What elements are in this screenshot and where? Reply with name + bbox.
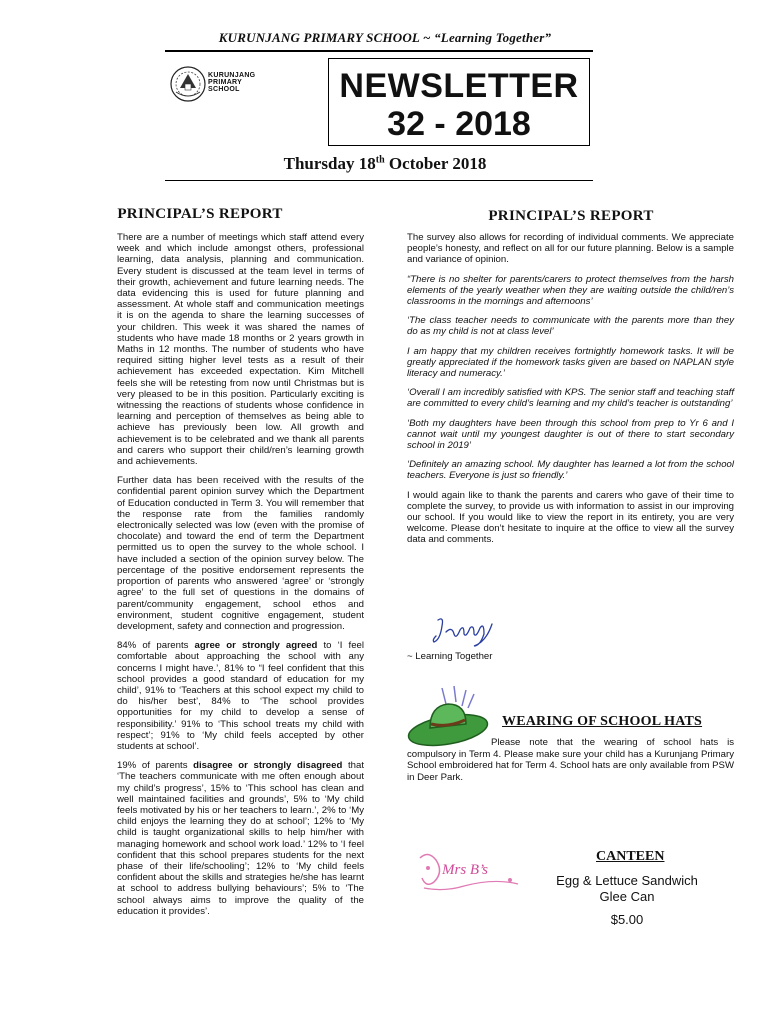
newsletter-issue: 32 - 2018 [387, 105, 531, 143]
school-crest-icon [168, 62, 208, 106]
survey-quote: ‘Overall I am incredibly satisfied with KPS. The senior staff and teaching staff are committed to every child’s learning and my child’s teacher is outstanding’ [407, 387, 734, 410]
survey-quote: ‘Both my daughters have been through this school from prep to Yr 6 and I cannot wait until my youngest daughter is out of there to start secondary school in 2019’ [407, 417, 734, 452]
survey-quote: I am happy that my children receives fortnightly homework tasks. It will be greatly appreciated if the homework tasks given are based on NAPLAN style literacy and numeracy.’ [407, 345, 734, 380]
school-logo [168, 62, 288, 112]
canteen-logo [414, 848, 524, 894]
canteen-menu-item: Egg & Lettuce Sandwich [556, 873, 698, 888]
school-header-line: KURUNJANG PRIMARY SCHOOL ~ “Learning Together” [218, 30, 552, 45]
canteen-logo-icon [414, 848, 524, 894]
signature-icon [430, 612, 500, 652]
canteen-section-title: CANTEEN [596, 849, 665, 864]
header-divider [165, 50, 593, 52]
canteen-price: $5.00 [610, 912, 644, 927]
logo-wordmark: KURUNJANG PRIMARY SCHOOL [208, 72, 256, 93]
principal-signature [430, 612, 500, 652]
hats-section-title: WEARING OF SCHOOL HATS [502, 714, 703, 729]
date-divider [165, 180, 593, 181]
signoff-text: ~ Learning Together [407, 651, 493, 662]
principal-report-left-column [117, 232, 364, 925]
paragraph: 19% of parents disagree or strongly disagreed that ‘The teachers communicate with me often enough about my child’s progress’, 15% to ‘This school has clean and well maintained facilities and grounds’, 5% to ‘My child feels motivated by his or her teachers to learn.’, 2% to ‘My child enjoys the learning they do at school’; 12% to ‘My child is taught organizational skills to help him/her with managing homework and school work load.’ 12% to ‘I feel confident that this school prepares students for the next phase of their life/schooling’; 12% to ‘My child feels confident about the skills and strategies he/she has learnt at school to address bullying behaviours’; 5% to ‘The school always aims to improve the quality of the education it provides’. [117, 760, 364, 917]
hats-section-body: Please note that the wearing of school hats is compulsory in Term 4. Please make sure your child has a Kurunjang Primary School embroidered hat for Term 4. School hats are only available from PSW in Deer Park. [407, 737, 734, 783]
paragraph: Further data has been received with the results of the confidential parent opinion survey which the Department of Education conducted in Term 3. You will remember that the response rate from the families randomly electronically selected was low (even with the promise of chocolate) and toward the end of term the Department permitted us to open the survey to the whole school. I have included a section of the opinion survey below. The percentage of the positive endorsement represents the proportion of parents who answered ‘agree’ or ‘strongly agree’ to the full set of questions in the domains of parent/community engagement, school ethos and environment, student cognitive engagement, student development, safety and connection and progression. [117, 475, 364, 632]
survey-quote: “There is no shelter for parents/carers to protect themselves from the harsh elements of the yearly weather when they are waiting outside the child/ren’s classrooms in the mornings and afternoons’ [407, 273, 734, 308]
newsletter-title: NEWSLETTER [339, 67, 579, 105]
principal-report-title-right: PRINCIPAL’S REPORT [488, 208, 654, 224]
paragraph: There are a number of meetings which staff attend every week and which include amongst others, professional learning, data analysis, planning and communication. Every student is discussed at the team level in terms of their growth, achievement and future learning needs. The data evidencing this is used for future planning and assessment. At whole staff and communication meetings it is on the agenda to share the learning successes of your children. This week it was shared the names of students who have made 18 months or 2 years growth in Maths in 12 months. The number of students who have required sitting higher level tests as a result of their achievement has exceeded expectation. Kim Mitchell feels she will be retesting from now until Christmas but is very pleased to be in this position. Particularly exciting is witnessing the reactions of students whose confidence in learning and perception of themselves as being able to achieve has previously been low. All growth and achievement is to be celebrated and we thank all parents and carers who support their child/ren’s learning growth and achievements. [117, 232, 364, 468]
paragraph: The survey also allows for recording of individual comments. We appreciate people’s honesty, and reflect on all for our future planning. Below is a sample and variance of opinion. [407, 232, 734, 266]
issue-date: Thursday 18th October 2018 [283, 154, 487, 173]
principal-report-right-column [407, 232, 734, 554]
paragraph: I would again like to thank the parents and carers who gave of their time to complete the survey, to provide us with information to assist in our improving our school. If you would like to view the report in its entirety, you are very welcome. Please don’t hesitate to inquire at the office to view all the survey data and comments. [407, 489, 734, 546]
paragraph: 84% of parents agree or strongly agreed to ‘I feel comfortable about approaching the school with any concerns I might have.’, 81% to “I feel confident that this school provides a good standard of education for my child’, 91% to ‘Teachers at this school expect my child to do his/her best’, 84% to ‘The school provides opportunities for my child to develop a sense of responsibility.’ 91% to ‘This school treats my child with respect’; 91% to ‘My child feels accepted by other students at school’. [117, 640, 364, 752]
principal-report-title-left: PRINCIPAL’S REPORT [117, 206, 283, 222]
survey-quote: ‘The class teacher needs to communicate with the parents more than they do as my child is not at class level’ [407, 315, 734, 338]
survey-quote: ‘Definitely an amazing school. My daughter has learned a lot from the school teachers. Everyone is just so friendly.’ [407, 459, 734, 482]
canteen-menu-item: Glee Can [599, 889, 655, 904]
newsletter-title-box [328, 58, 590, 146]
svg-text:Mrs B’s: Mrs B’s [442, 862, 488, 878]
